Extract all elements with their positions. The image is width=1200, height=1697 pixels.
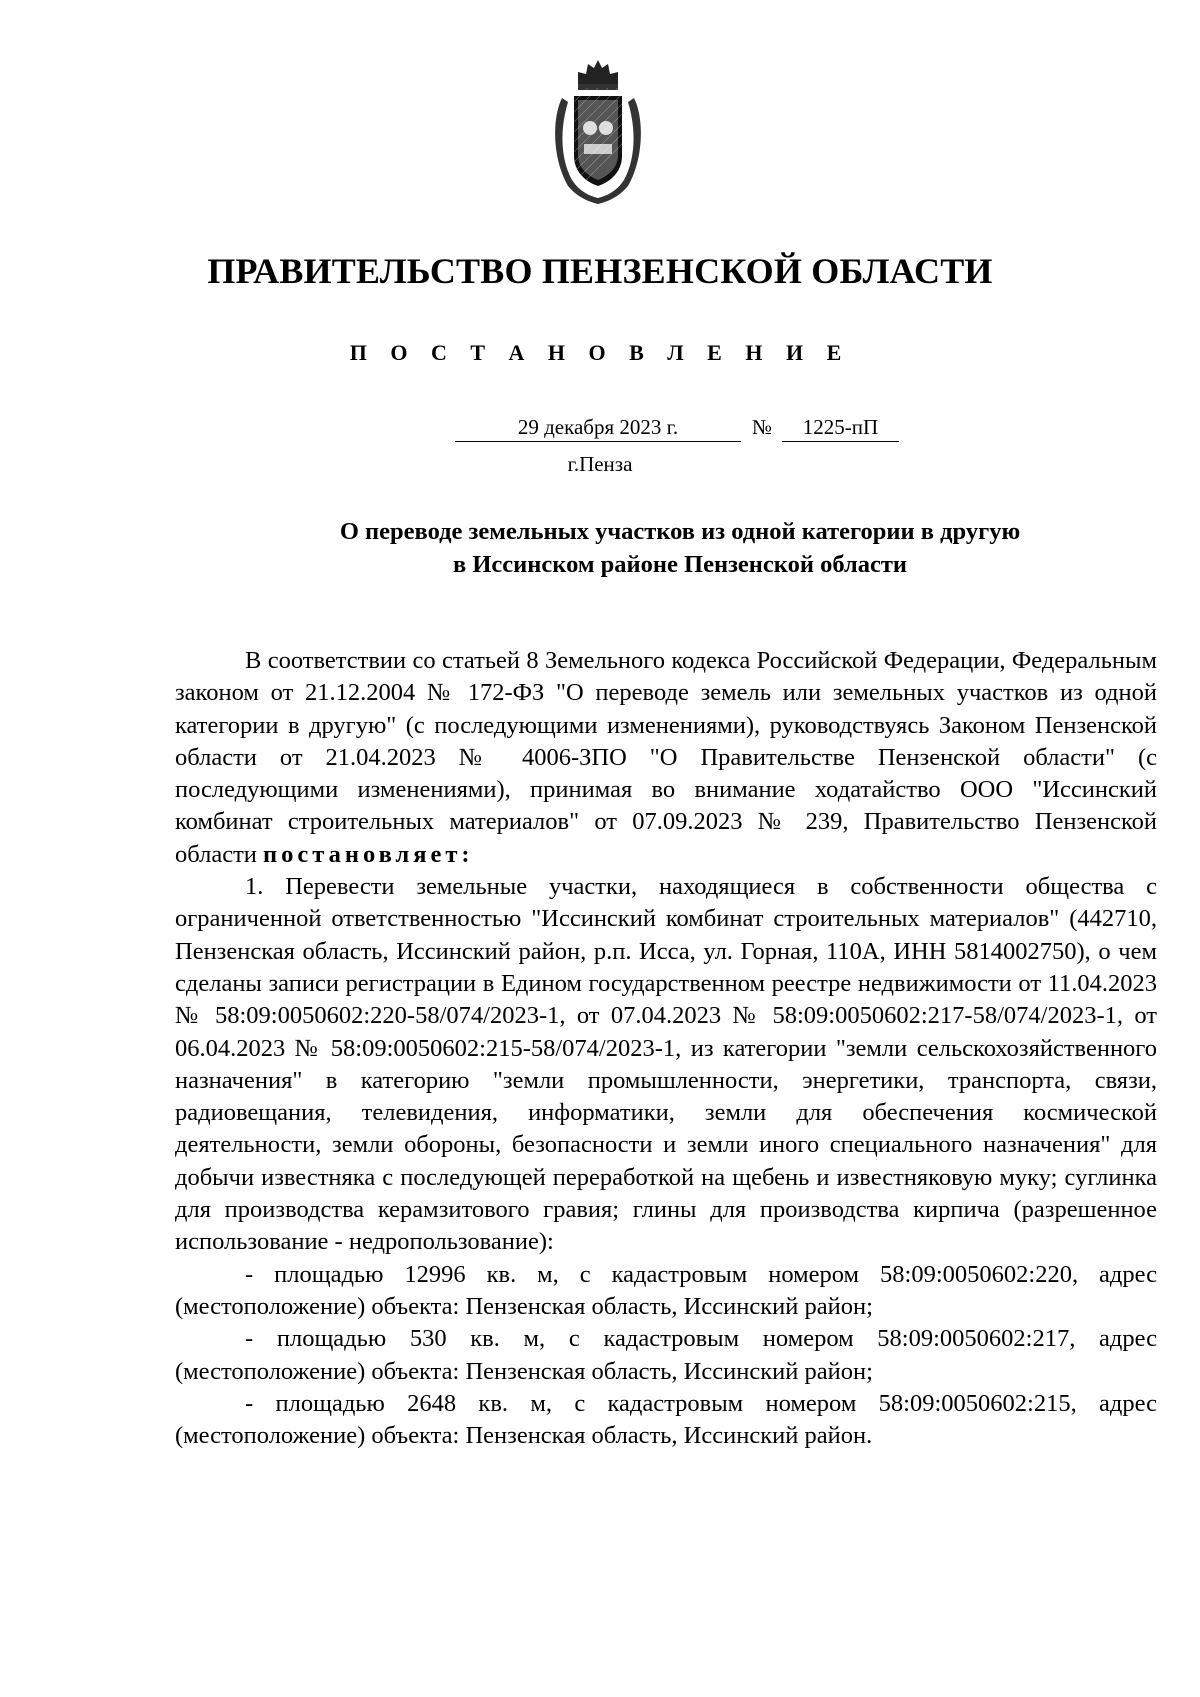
number-sign: № (752, 415, 773, 439)
plot-item: - площадью 12996 кв. м, с кадастровым номером 58:09:0050602:220, адрес (местоположение) объекта: Пензенская область, Иссинский район; (175, 1260, 1157, 1320)
preamble-paragraph (175, 645, 1157, 871)
resolves-word: постановляет: (263, 840, 474, 868)
document-number: 1225-пП (782, 413, 899, 442)
document-title (210, 515, 1150, 581)
document-body (175, 645, 1157, 1452)
plot-item: - площадью 2648 кв. м, с кадастровым номером 58:09:0050602:215, адрес (местоположение) объекта: Пензенская область, Иссинский район. (175, 1389, 1157, 1450)
preamble-text: В соответствии со статьей 8 Земельного кодекса Российской Федерации, Федеральным законом от 21.12.2004 № 172-ФЗ "О переводе земель или земельных участков из одной категории в другую" (с последующими изменениями), руководствуясь Законом Пензенской области от 21.04.2023 № 4006-ЗПО "О Правительстве Пензенской области" (с последующими изменениями), принимая во внимание ходатайство ООО "Иссинский комбинат строительных материалов" от 07.09.2023 № 239, Правительство Пензенской области (175, 647, 1157, 868)
title-line-2: в Иссинском районе Пензенской области (453, 551, 907, 578)
document-date: 29 декабря 2023 г. (455, 413, 741, 442)
plot-item: - площадью 530 кв. м, с кадастровым номером 58:09:0050602:217, адрес (местоположение) объекта: Пензенская область, Иссинский район; (175, 1325, 1157, 1385)
title-line-1: О переводе земельных участков из одной категории в другую (339, 518, 1021, 545)
document-type: П О С Т А Н О В Л Е Н И Е (349, 340, 851, 365)
city: г.Пенза (567, 452, 633, 476)
coat-of-arms-emblem (548, 58, 648, 206)
date-number-line (0, 413, 1200, 443)
organization-name: ПРАВИТЕЛЬСТВО ПЕНЗЕНСКОЙ ОБЛАСТИ (207, 251, 993, 291)
item-1-paragraph: 1. Перевести земельные участки, находящиеся в собственности общества с ограниченной ответственностью "Иссинский комбинат строительных материалов" (442710, Пензенская область, Иссинский район, р.п. Исса, ул. Горная, 110А, ИНН 5814002750), о чем сделаны записи регистрации в Едином государственном реестре недвижимости от 11.04.2023 № 58:09:0050602:220-58/074/2023-1, от 07.04.2023 № 58:09:0050602:217-58/074/2023-1, от 06.04.2023 № 58:09:0050602:215-58/074/2023-1, из категории "земли сельскохозяйственного назначения" в категорию "земли промышленности, энергетики, транспорта, связи, радиовещания, телевидения, информатики, земли для обеспечения космической деятельности, земли обороны, безопасности и земли иного специального назначения" для добычи известняка с последующей переработкой на щебень и известняковую муку; суглинка для производства керамзитового гравия; глины для производства кирпича (разрешенное использование - недропользование): (175, 873, 1157, 1256)
